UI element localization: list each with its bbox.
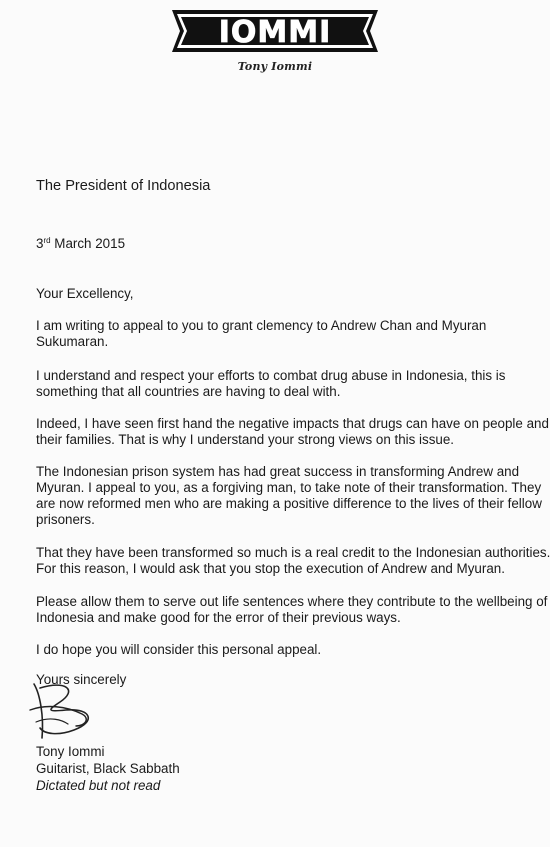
- paragraph-line: Please allow them to serve out life sentences where they contribute to the wellbeing of: [36, 594, 548, 609]
- recipient: The President of Indonesia: [36, 178, 211, 194]
- letter-date: [36, 236, 546, 252]
- closing: Yours sincerely: [36, 672, 127, 687]
- paragraph-line: For this reason, I would ask that you stop the execution of Andrew and Myuran.: [36, 561, 505, 576]
- paragraph-1: [36, 318, 546, 350]
- paragraph-line: Indonesia and make good for the error of their previous ways.: [36, 610, 401, 625]
- paragraph-line: I am writing to appeal to you to grant clemency to Andrew Chan and Myuran: [36, 318, 487, 333]
- paragraph-line: Indeed, I have seen first hand the negative impacts that drugs can have on people and: [36, 416, 549, 431]
- paragraph-line: prisoners.: [36, 512, 95, 527]
- paragraph-5: [36, 545, 550, 577]
- date-suffix: rd: [43, 236, 51, 245]
- iommi-logo-graphic: [170, 6, 380, 56]
- signer-name: Tony Iommi: [36, 744, 105, 759]
- paragraph-3: [36, 416, 549, 448]
- paragraph-line: something that all countries are having to deal with.: [36, 384, 341, 399]
- paragraph-line: The Indonesian prison system has had great success in transforming Andrew and: [36, 464, 520, 479]
- date-rest: March 2015: [50, 236, 126, 251]
- signature-graphic: [26, 676, 106, 746]
- paragraph-line: I do hope you will consider this personal appeal.: [36, 642, 322, 657]
- paragraph-2: [36, 368, 546, 400]
- paragraph-7: [36, 642, 546, 658]
- handwritten-signature: [26, 676, 106, 746]
- salutation: Your Excellency,: [36, 286, 134, 301]
- iommi-logo: [170, 6, 380, 56]
- logo-text: IOMMI: [218, 15, 332, 50]
- paragraph-line: Sukumaran.: [36, 334, 109, 349]
- letterhead-name: Tony Iommi: [237, 60, 313, 73]
- paragraph-4: [36, 464, 546, 528]
- paragraph-line: are now reformed men who are making a positive difference to the lives of their fellow: [36, 496, 542, 511]
- paragraph-line: their families. That is why I understand your strong views on this issue.: [36, 432, 455, 447]
- signer-title: Guitarist, Black Sabbath: [36, 761, 180, 776]
- paragraph-6: [36, 594, 546, 626]
- date-day: 3: [36, 236, 44, 251]
- paragraph-line: Myuran. I appeal to you, as a forgiving man, to take note of their transformation. They: [36, 480, 542, 495]
- signer-note: Dictated but not read: [36, 778, 161, 793]
- paragraph-line: I understand and respect your efforts to combat drug abuse in Indonesia, this is: [36, 368, 506, 383]
- paragraph-line: That they have been transformed so much is a real credit to the Indonesian authorities.: [36, 545, 550, 560]
